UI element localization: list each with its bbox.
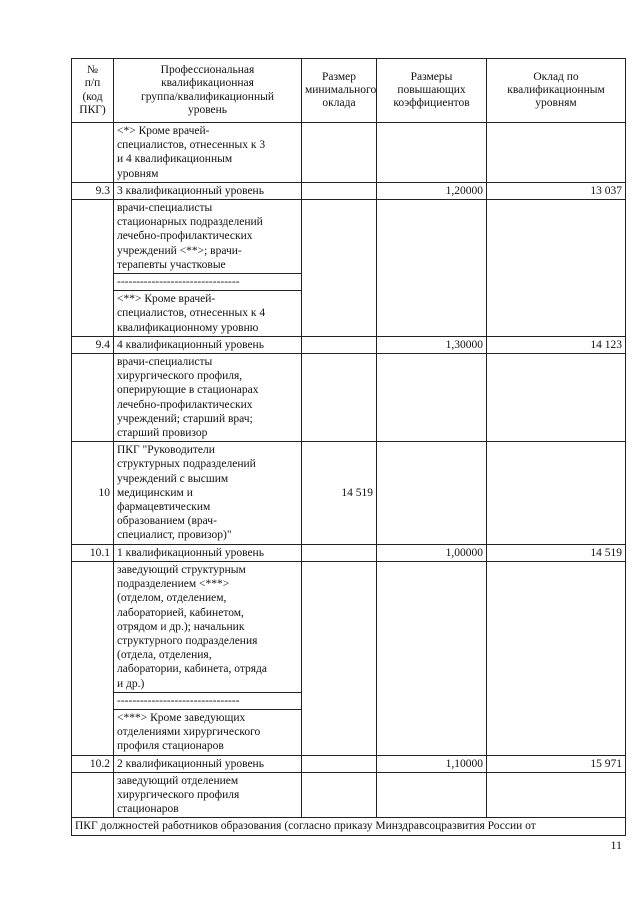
header-number: № п/п (код ПКГ) — [72, 59, 114, 123]
row-text: врачи-специалисты хирургического профиля, оперирующие в стационарах лечебно-профилактических учреждений; старший врач; старший провизор — [114, 354, 302, 442]
row-salary: 15 971 — [487, 755, 626, 772]
header-coefficients: Размеры повышающих коэффициентов — [377, 59, 487, 123]
row-coefficient: 1,20000 — [377, 182, 487, 199]
table-row — [72, 772, 626, 818]
row-number: 9.4 — [72, 336, 114, 353]
table-row — [72, 200, 626, 274]
row-salary: 14 123 — [487, 336, 626, 353]
row-salary: 14 519 — [487, 544, 626, 561]
row-text: 4 квалификационный уровень — [114, 336, 302, 353]
page-number: 11 — [610, 838, 622, 852]
row-text: <*> Кроме врачей- специалистов, отнесенных к 3 и 4 квалификационным уровням — [114, 123, 302, 183]
row-number: 10 — [72, 442, 114, 544]
separator-line: -------------------------------- — [114, 274, 302, 291]
row-coefficient: 1,30000 — [377, 336, 487, 353]
table-row — [72, 561, 626, 692]
table-footer-row — [72, 818, 626, 835]
table-row — [72, 182, 626, 199]
row-text: заведующий отделением хирургического профиля стационаров — [114, 772, 302, 818]
row-text: 1 квалификационный уровень — [114, 544, 302, 561]
table-row — [72, 354, 626, 442]
row-text: 3 квалификационный уровень — [114, 182, 302, 199]
table-row — [72, 442, 626, 544]
row-min-salary: 14 519 — [302, 442, 377, 544]
table-header-row — [72, 59, 626, 123]
row-text: ПКГ "Руководители структурных подразделений учреждений с высшим медицинским и фармацевтическим образованием (врач- специалист, провизор)" — [114, 442, 302, 544]
row-text: <**> Кроме врачей- специалистов, отнесенных к 4 квалификационному уровню — [114, 291, 302, 337]
header-salary: Оклад по квалификационным уровням — [487, 59, 626, 123]
table-row — [72, 544, 626, 561]
row-coefficient: 1,10000 — [377, 755, 487, 772]
row-number: 10.2 — [72, 755, 114, 772]
footer-text: ПКГ должностей работников образования (согласно приказу Минздравсоцразвития России от — [72, 818, 626, 835]
row-number: 9.3 — [72, 182, 114, 199]
row-coefficient: 1,00000 — [377, 544, 487, 561]
row-text: 2 квалификационный уровень — [114, 755, 302, 772]
row-text: <***> Кроме заведующих отделениями хирургического профиля стационаров — [114, 709, 302, 755]
row-salary: 13 037 — [487, 182, 626, 199]
separator-line: -------------------------------- — [114, 692, 302, 709]
row-text: заведующий структурным подразделением <***> (отделом, отделением, лабораторией, кабинетом, отрядом и др.); начальник структурного подразделения (отдела, отделения, лаборатории, кабинета, отряда и др.) — [114, 561, 302, 692]
salary-table — [71, 58, 626, 836]
header-min-salary: Размер минимального оклада — [302, 59, 377, 123]
table-row — [72, 123, 626, 183]
row-text: врачи-специалисты стационарных подразделений лечебно-профилактических учреждений <**>; врачи- терапевты участковые — [114, 200, 302, 274]
row-number: 10.1 — [72, 544, 114, 561]
table-row — [72, 755, 626, 772]
table-row — [72, 336, 626, 353]
header-group: Профессиональная квалификационная группа/квалификационный уровень — [114, 59, 302, 123]
